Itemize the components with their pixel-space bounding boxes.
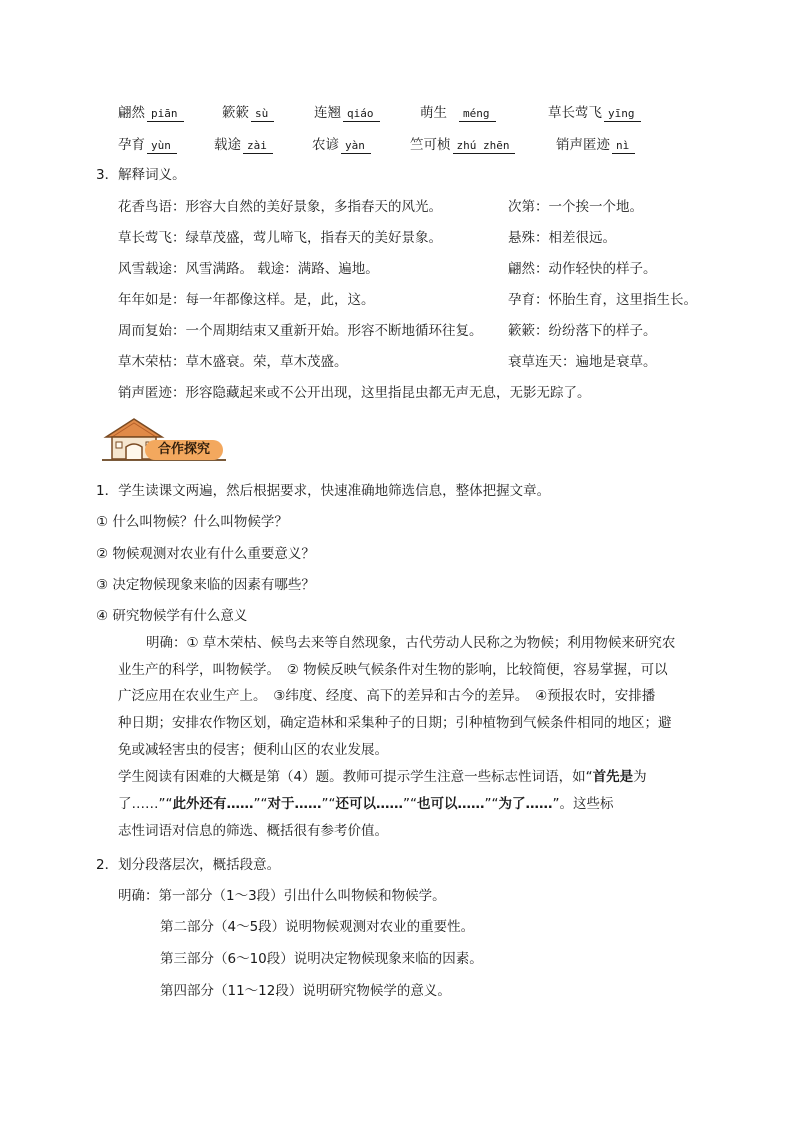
answer-line: 免或减轻害虫的侵害；便利山区的农业发展。 <box>118 742 388 758</box>
definition-right: 悬殊：相差很远。 <box>508 230 616 246</box>
pinyin-item: 簌簌 sù <box>222 104 274 122</box>
answer-line: 业生产的科学，叫物候学。 ② 物候反映气候条件对生物的影响，比较简便，容易掌握，可以 <box>118 662 668 678</box>
definition-left: 花香鸟语：形容大自然的美好景象，多指春天的风光。 <box>118 199 442 215</box>
answer-line: 广泛应用在农业生产上。 ③纬度、经度、高下的差异和古今的差异。 ④预报农时，安排播 <box>118 688 656 704</box>
pinyin-answer: qiáo <box>343 107 380 122</box>
definition-right: 翩然：动作轻快的样子。 <box>508 261 657 277</box>
pinyin-answer: piān <box>147 107 184 122</box>
pinyin-item: 萌生 méng <box>420 104 496 122</box>
question-item: ① 什么叫物候？什么叫物候学？ <box>96 514 288 530</box>
answer-line: 种日期；安排农作物区划，确定造林和采集种子的日期；引种植物到气候条件相同的地区；避 <box>118 715 672 731</box>
pinyin-item: 翩然 piān <box>118 104 184 122</box>
pinyin-answer: sù <box>251 107 274 122</box>
definition-right: 孕育：怀胎生育，这里指生长。 <box>508 292 697 308</box>
definition-right: 簌簌：纷纷落下的样子。 <box>508 323 657 339</box>
definition-right: 衰草连天：遍地是衰草。 <box>508 354 657 370</box>
part-line: 第四部分（11～12段）说明研究物候学的意义。 <box>160 983 451 999</box>
pinyin-item: 销声匿迹 nì <box>556 136 635 154</box>
definition-last: 销声匿迹：形容隐藏起来或不公开出现，这里指昆虫都无声无息，无影无踪了。 <box>118 385 591 401</box>
part-line: 第三部分（6～10段）说明决定物候现象来临的因素。 <box>160 951 483 967</box>
part-line: 第二部分（4～5段）说明物候观测对农业的重要性。 <box>160 919 475 935</box>
question-title: 2．划分段落层次，概括段意。 <box>96 857 281 873</box>
teacher-tip-line: 志性词语对信息的筛选、概括很有参考价值。 <box>118 823 388 839</box>
pinyin-item: 载途 zài <box>214 136 273 154</box>
section-title: 3．解释词义。 <box>96 167 186 183</box>
question-title: 1．学生读课文两遍，然后根据要求，快速准确地筛选信息，整体把握文章。 <box>96 483 551 499</box>
question-item: ④ 研究物候学有什么意义 <box>96 608 248 624</box>
pinyin-answer: zài <box>243 139 273 154</box>
pinyin-answer: méng <box>459 107 496 122</box>
pinyin-answer: zhú zhēn <box>453 139 516 154</box>
definition-right: 次第：一个挨一个地。 <box>508 199 643 215</box>
pinyin-item: 农谚 yàn <box>312 136 371 154</box>
definition-left: 草木荣枯：草木盛衰。荣，草木茂盛。 <box>118 354 348 370</box>
definition-left: 风雪载途：风雪满路。 载途：满路、遍地。 <box>118 261 379 277</box>
question-item: ③ 决定物候现象来临的因素有哪些？ <box>96 577 315 593</box>
definition-left: 年年如是：每一年都像这样。是，此，这。 <box>118 292 375 308</box>
teacher-tip-line: 学生阅读有困难的大概是第（4）题。教师可提示学生注意一些标志性词语，如“首先是为 <box>118 769 647 785</box>
part-line: 明确：第一部分（1～3段）引出什么叫物候和物候学。 <box>118 888 446 904</box>
definition-left: 周而复始：一个周期结束又重新开始。形容不断地循环往复。 <box>118 323 483 339</box>
answer-line: 明确：① 草木荣枯、候鸟去来等自然现象，古代劳动人民称之为物候；利用物候来研究农 <box>146 635 676 651</box>
pinyin-item: 竺可桢 zhú zhēn <box>410 136 515 154</box>
pinyin-item: 连翘 qiáo <box>314 104 380 122</box>
pinyin-item: 孕育 yùn <box>118 136 177 154</box>
pinyin-item: 草长莺飞 yīng <box>548 104 641 122</box>
question-item: ② 物候观测对农业有什么重要意义？ <box>96 546 315 562</box>
teacher-tip-line: 了……”“此外还有……”“对于……”“还可以……”“也可以……”“为了……”。这些标 <box>118 796 614 812</box>
pinyin-answer: yīng <box>604 107 641 122</box>
pinyin-answer: nì <box>612 139 635 154</box>
pinyin-answer: yàn <box>341 139 371 154</box>
definition-left: 草长莺飞：绿草茂盛，莺儿啼飞，指春天的美好景象。 <box>118 230 442 246</box>
pinyin-answer: yùn <box>147 139 177 154</box>
section-banner-label: 合作探究 <box>145 440 223 460</box>
